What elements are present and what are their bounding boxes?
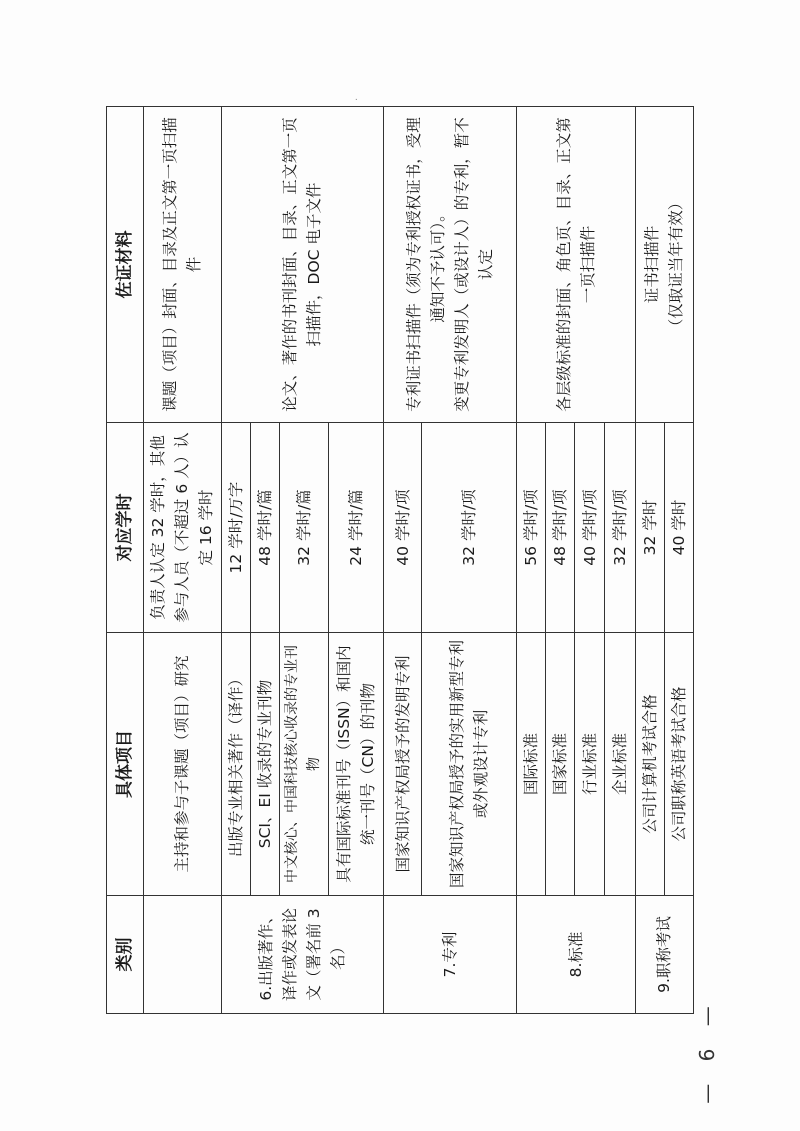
item-cell: 主持和参与子课题（项目）研究 [144, 633, 222, 896]
hours-cell: 40 学时 [664, 423, 693, 633]
category-cell: 6.出版著作、译作或发表论文（署名前 3 名） [221, 896, 383, 1014]
evidence-line: 专利证书扫描件（须为专利授权证书，受理通知不予认可）。 [404, 117, 447, 412]
hours-cell: 48 学时/项 [546, 423, 575, 633]
item-cell: 中文核心、中国科技核心收录的专业刊物 [280, 633, 329, 896]
category-cell: 7.专利 [384, 896, 517, 1014]
hours-cell: 40 学时/项 [384, 423, 422, 633]
item-cell: 国家标准 [546, 633, 575, 896]
evidence-cell [384, 107, 517, 423]
item-cell: 出版专业相关著作（译作） [221, 633, 250, 896]
hours-cell: 32 学时/项 [422, 423, 517, 633]
table-row [384, 107, 422, 1014]
hours-cell: 32 学时 [635, 423, 664, 633]
table-row [221, 107, 250, 1014]
evidence-line: （仅取证当年有效） [667, 194, 686, 335]
scan-speck: · [352, 97, 363, 101]
evidence-line: 证书扫描件 [643, 225, 662, 304]
hours-cell: 40 学时/项 [575, 423, 605, 633]
item-cell: 公司计算机考试合格 [635, 633, 664, 896]
hours-cell: 24 学时/篇 [328, 423, 383, 633]
evidence-line: 变更专利发明人（或设计人）的专利，暂不认定 [452, 117, 495, 412]
hours-cell: 负责人认定 32 学时，其他参与人员（不超过 6 人）认定 16 学时 [144, 423, 222, 633]
header-item: 具体项目 [107, 633, 144, 896]
item-cell: SCI、EI 收录的专业刊物 [250, 633, 279, 896]
item-cell: 国家知识产权局授予的实用新型专利或外观设计专利 [422, 633, 517, 896]
item-cell: 公司职称英语考试合格 [664, 633, 693, 896]
category-cell: 9.职称考试 [635, 896, 693, 1014]
header-category: 类别 [107, 896, 144, 1014]
item-cell: 行业标准 [575, 633, 605, 896]
item-cell: 国际标准 [516, 633, 545, 896]
evidence-cell: 各层级标准的封面、角色页、目录、正文第一页扫描件 [516, 107, 635, 423]
category-cell-empty [144, 896, 222, 1014]
table-row [635, 107, 664, 1014]
header-evidence: 佐证材料 [107, 107, 144, 423]
category-cell: 8.标准 [516, 896, 635, 1014]
header-row [107, 107, 144, 1014]
item-cell: 国家知识产权局授予的发明专利 [384, 633, 422, 896]
table-row [516, 107, 545, 1014]
evidence-cell: 课题（项目）封面、目录及正文第一页扫描件 [144, 107, 222, 423]
hours-cell: 32 学时/项 [605, 423, 635, 633]
training-hours-table [106, 106, 694, 1014]
item-cell: 企业标准 [605, 633, 635, 896]
evidence-cell [635, 107, 693, 423]
hours-cell: 32 学时/篇 [280, 423, 329, 633]
page-number: — 6 — [695, 998, 719, 1104]
item-cell: 具有国际标准刊号（ISSN）和国内统一刊号（CN）的刊物 [328, 633, 383, 896]
hours-cell: 56 学时/项 [516, 423, 545, 633]
hours-cell: 12 学时/万字 [221, 423, 250, 633]
hours-cell: 48 学时/篇 [250, 423, 279, 633]
header-hours: 对应学时 [107, 423, 144, 633]
table-row [144, 107, 222, 1014]
evidence-cell: 论文、著作的书刊封面、目录、正文第一页扫描件，DOC 电子文件 [221, 107, 383, 423]
